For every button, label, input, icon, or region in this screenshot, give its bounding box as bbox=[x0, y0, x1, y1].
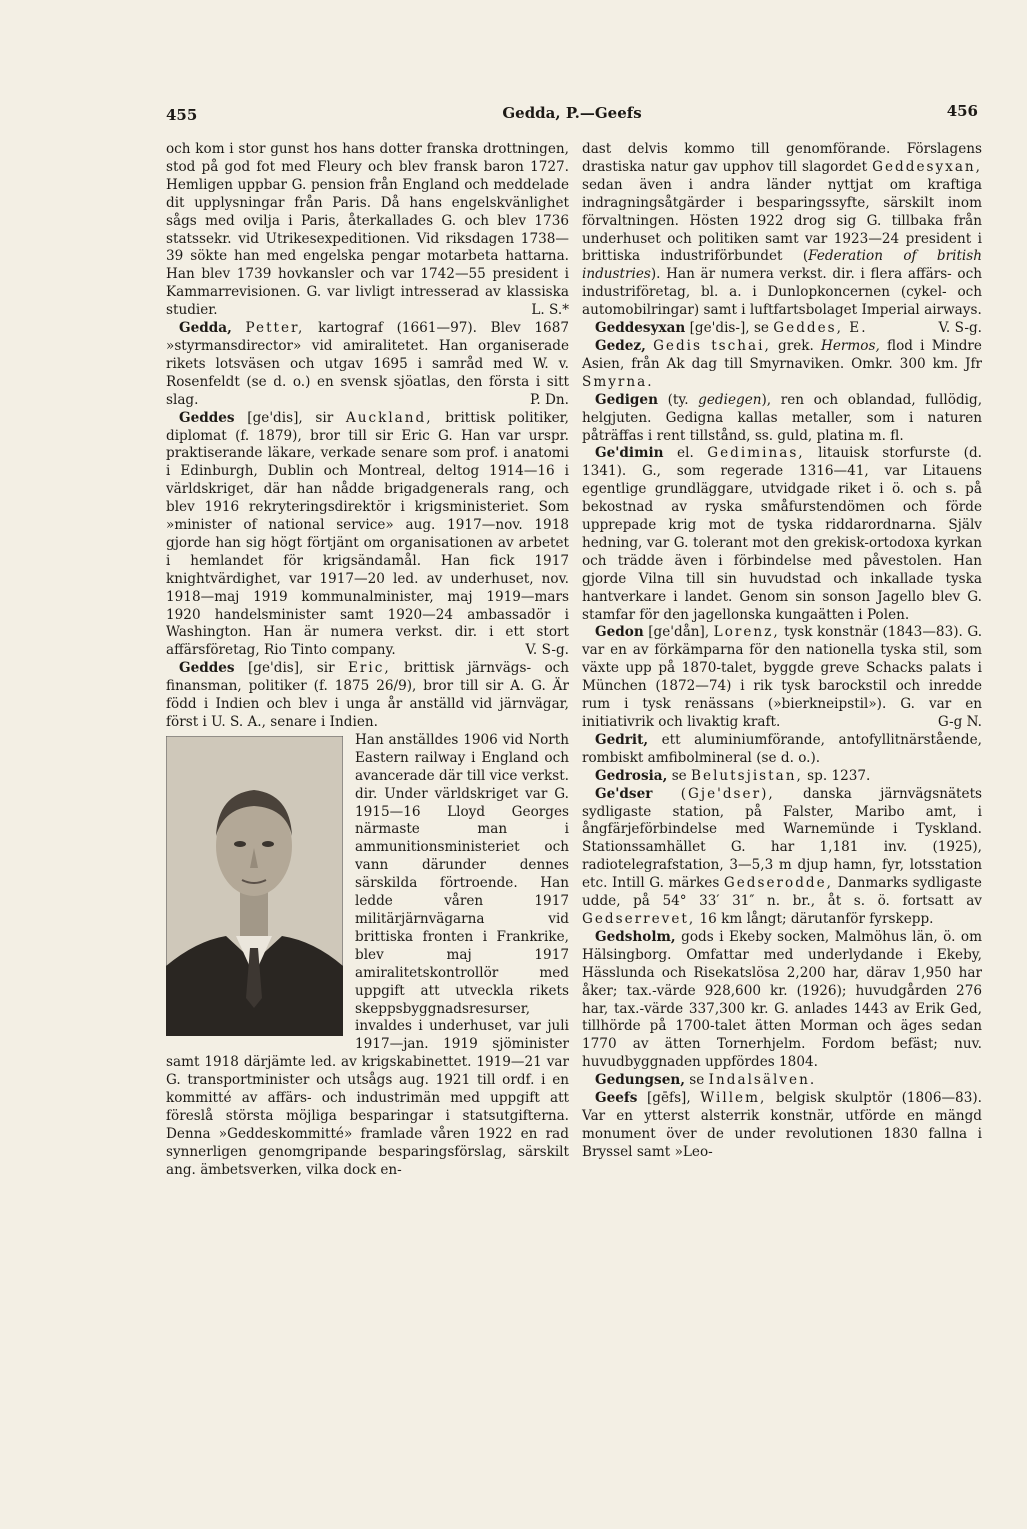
author-signature: V. S-g. bbox=[525, 642, 569, 659]
entry-headword: Geddes bbox=[179, 660, 235, 677]
entry-gedda-petter: Gedda, Petter, kartograf (1661—97). Blev 1687 »styrmansdirector» vid amiralitetet. Han organiserade rikets lotsväsen och utgav 1695 i samråd med W. v. Rosenfeldt (se d. o.) en svensk sjöatlas, den första i sitt slag. P. Dn. bbox=[166, 320, 570, 408]
entry-geddesyxan: Geddesyxan [ge'dis-], se Geddes, E. bbox=[595, 320, 868, 337]
author-signature: G-g N. bbox=[937, 714, 982, 730]
entry-headword: Gedrit, bbox=[595, 731, 649, 748]
entry-headword: Gedda, bbox=[179, 320, 232, 337]
page-number-right: 456 bbox=[946, 102, 978, 120]
entry-headword: Gedrosia, bbox=[595, 767, 668, 784]
entry-gedungsen: Gedungsen, se Indalsälven. bbox=[595, 1072, 817, 1089]
entry-headword: Geddes bbox=[179, 409, 235, 426]
entry-geefs: Geefs [gēfs], Willem, belgisk skulptör (1806—83). Var en ytterst alsterrik konstnär, utförde en mängd monument över de under revolutionen 1830 fallna i Bryssel samt »Leo- bbox=[582, 1090, 982, 1160]
entry-geddes-eric-end: dast delvis kommo till genomförande. Förslagens drastiska natur gav upphov till slagordet Geddesyxan, sedan även i andra länder nyttjat om kraftiga indragningsåtgärder i besparingssyfte, särskilt inom förvaltningen. Hösten 1922 drog sig G. tillbaka från underhuset och politiken samt var 1923—24 president i brittiska industriförbundet (Federation of british industries). Han är numera verkst. dir. i flera affärs- och industriföretag, bl. a. i Dunlopkoncernen (cykel- och automobilringar) samt i luftfartsbolaget Imperial airways. V. S-g. bbox=[582, 141, 982, 337]
entry-headword: Gedigen bbox=[595, 391, 658, 408]
portrait-photo bbox=[166, 736, 343, 1036]
entry-headword: Geddesyxan bbox=[595, 320, 686, 337]
entry-headword: Gedez, bbox=[595, 337, 646, 354]
entry-headword: Ge'dser bbox=[595, 785, 653, 802]
entry-headword: Geefs bbox=[595, 1090, 638, 1107]
author-signature: L. S.* bbox=[531, 302, 569, 319]
entry-gedrosia: Gedrosia, se Belutsjistan, sp. 1237. bbox=[595, 767, 871, 784]
entry-gedrit: Gedrit, ett aluminiumförande, antofyllitnärstående, rombiskt amfibolmineral (se d. o.). bbox=[582, 731, 982, 766]
entry-gedser: Ge'dser (Gje'dser), danska järnvägsnätets sydligaste station, på Falster, Maribo amt, i ångfärjeförbindelse med Warnemünde i Tyskland. Stationssamhället G. har 1,181 inv. (1925), radiotelegrafstation, 3—5,3 m djup hamn, fyr, lotsstation etc. Intill G. märkes Gedserodde, Danmarks sydligaste udde, på 54° 33′ 31″ n. br., åt s. ö. fortsatt av Gedserrevet, 16 km långt; därutanför fyrskepp. bbox=[582, 785, 983, 927]
entry-continuation: och kom i stor gunst hos hans dotter franska drottningen, stod på god fot med Fleury och blev fransk baron 1727. Hemligen uppbar G. pension från England och meddelade dit upplysningar från Paris. Då hans engelskvänlighet sågs med ovilja i Paris, återkallades G. och blev 1736 statssekr. vid Utrikesexpeditionen. Vid riksdagen 1738—39 sökte han med engelska pengar motarbeta hattarna. Han blev 1739 hovkansler och var 1742—55 president i Kammarrevisionen. G. var livligt intresserad av klassiska studier. L. S.* bbox=[166, 141, 569, 319]
entry-headword: Gedsholm, bbox=[595, 928, 676, 945]
entry-gedon: Gedon [ge'dån], Lorenz, tysk konstnär (1843—83). G. var en av förkämparna för den nationella tyska stil, som växte upp på 1870-talet, byggde greve Schacks palats i München (1872—74) i rik tysk barockstil och inredde rum i tysk renässans (»bierkneipstil»). G. var en initiativrik och livaktig kraft. G-g N. bbox=[582, 624, 983, 730]
right-column bbox=[582, 141, 982, 1162]
entry-headword: Ge'dimin bbox=[595, 445, 664, 462]
author-signature: P. Dn. bbox=[529, 391, 569, 408]
entry-gedsholm: Gedsholm, gods i Ekeby socken, Malmöhus län, ö. om Hälsingborg. Omfattar med underlydande i Ekeby, Hässlunda och Risekatslösa 2,200 har, därav 1,950 har åker; tax.-värde 928,600 kr. (1926); huvudgården 276 har, tax.-värde 337,300 kr. G. anlades 1443 av Erik Ged, tillhörde på 1700-talet ätten Morman och äges sedan 1770 av ätten Tornerhjelm. Fordom befäst; nuv. huvudbyggnaden uppfördes 1804. bbox=[582, 928, 982, 1071]
left-column bbox=[166, 141, 569, 1180]
entry-geddes-eric: Geddes [ge'dis], sir Eric, brittisk järnvägs- och finansman, politiker (f. 1875 26/9), bror till sir A. G. Är född i Indien och blev i unga år anställd vid järnvägar, först i U. S. A., senare i Indien. bbox=[166, 660, 569, 730]
running-title: Gedda, P.—Geefs bbox=[502, 104, 642, 122]
entry-headword: Gedon bbox=[595, 624, 644, 641]
entry-gedimin: Ge'dimin el. Gediminas, litauisk storfurste (d. 1341). G., som regerade 1316—41, var Litauens egentlige grundläggare, utvidgade riket i ö. och s. på bekostnad av ryska småfurstendömen och förde upprepade krig mot de tyska riddarordnarna. Själv hedning, var G. tolerant mot den grekisk-ortodoxa kyrkan och trädde även i förbindelse med påvestolen. Han gjorde Vilna till sin huvudstad och inkallade tyska hantverkare i landet. Genom sin sonson Jagello blev G. stamfar för den jagellonska kungaätten i Polen. bbox=[582, 445, 982, 623]
page-number-left: 455 bbox=[166, 106, 198, 124]
entry-gedez: Gedez, Gedis tschai, grek. Hermos, flod i Mindre Asien, från Ak dag till Smyrnaviken. Omkr. 300 km. Jfr Smyrna. bbox=[582, 337, 982, 390]
page-header bbox=[166, 102, 978, 128]
entry-headword: Gedungsen, bbox=[595, 1072, 685, 1089]
portrait-image bbox=[166, 736, 343, 1036]
entry-geddes-eric-cont: Han anställdes 1906 vid North Eastern railway i England och avancerade där till vice verkst. dir. Under världskriget var G. 1915—16 Lloyd Georges närmaste man i ammunitionsministeriet och vann därunder dennes särskilda förtroende. Han ledde våren 1917 militärjärnvägarna vid brittiska fronten i Frankrike, blev maj 1917 amiralitetskontrollör med uppgift att utveckla rikets skeppsbyggnadsresurser, invaldes i underhuset, var juli 1917—jan. 1919 sjöminister samt 1918 därjämte led. av krigskabinettet. 1919—21 var G. transportminister och utsågs aug. 1921 till ordf. i en kommitté av affärs- och industrimän med uppgift att föreslå största möjliga besparingar i statsutgifterna. Denna »Geddeskommitté» framlade våren 1922 en rad synnerligen genomgripande besparingsförslag, särskilt ang. ämbetsverken, vilka dock en- bbox=[166, 731, 569, 1178]
entry-gedigen: Gedigen (ty. gediegen), ren och oblandad, fullödig, helgjuten. Gedigna kallas metaller, som i naturen påträffas i rent tillstånd, ss. guld, platina m. fl. bbox=[582, 391, 983, 444]
entry-geddes-auckland: Geddes [ge'dis], sir Auckland, brittisk politiker, diplomat (f. 1879), bror till sir Eric G. Han var urspr. praktiserande läkare, verkade senare som prof. i anatomi i Edinburgh, Dublin och Montreal, deltog 1914—16 i världskriget, där han nådde brigadgenerals rang, och blev 1916 rekryteringsdirektör i krigsministeriet. Som »minister of national service» aug. 1917—nov. 1918 gjorde han sig högt förtjänt om organisationen av arbetet i hemlandet för krigsändamål. Han fick 1917 knightvärdighet, var 1917—20 led. av underhuset, nov. 1918—maj 1919 kommunalminister, maj 1919—mars 1920 handelsminister samt 1920—24 ambassadör i Washington. Han är numera verkst. dir. i ett stort affärsföretag, Rio Tinto company. V. S-g. bbox=[166, 409, 569, 659]
author-signature: V. S-g. bbox=[938, 320, 982, 337]
